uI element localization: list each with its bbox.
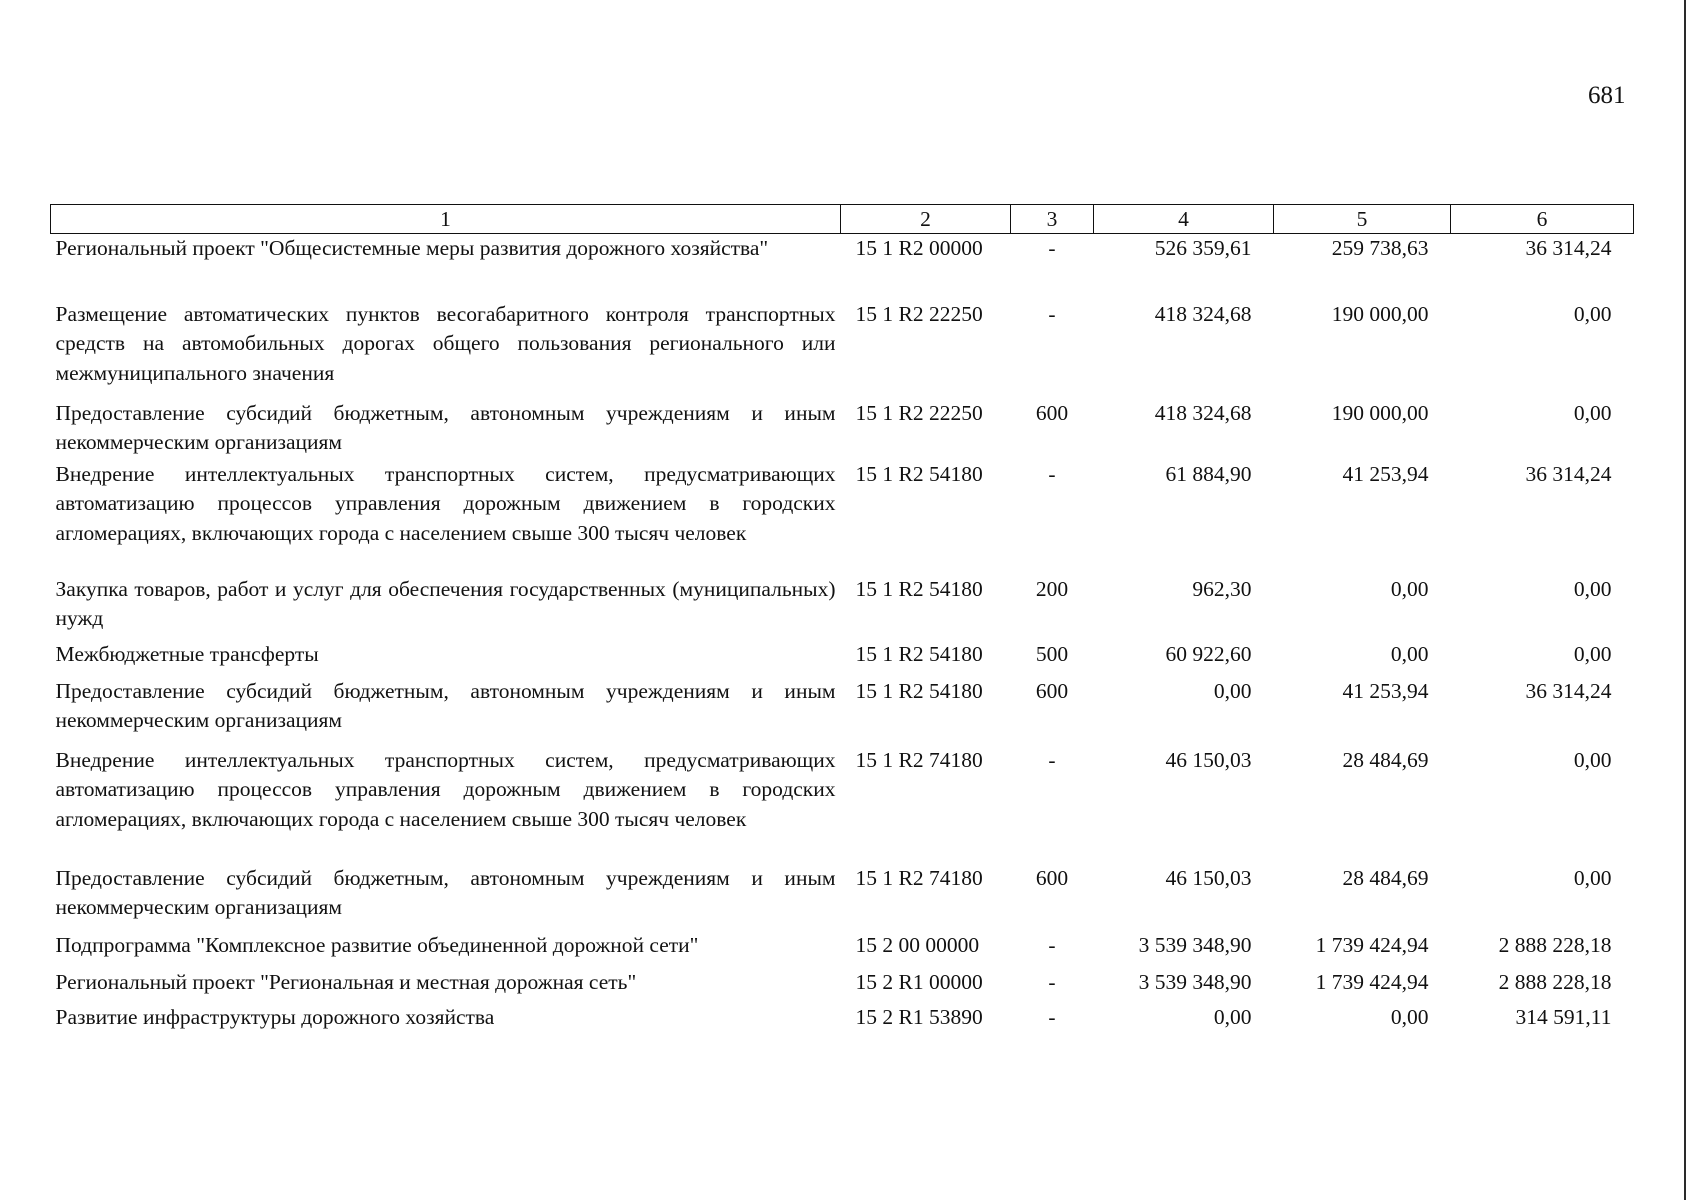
row-expense-type: - [1048, 236, 1056, 260]
row-value-col4: 0,00 [1213, 678, 1252, 703]
row-value-col4: 46 150,03 [1165, 865, 1252, 890]
row-code: 15 2 R1 00000 [855, 969, 983, 994]
row-name: Размещение автоматических пунктов весогабаритного контроля транспортных средств на автомобильных дорогах общего пользования регионального или межмуниципального значения [55, 301, 836, 385]
table-row [51, 460, 1634, 575]
row-value-col6: 0,00 [1573, 301, 1612, 326]
row-value-col6: 0,00 [1573, 400, 1612, 425]
row-name: Межбюджетные трансферты [55, 641, 319, 666]
row-value-col4: 418 324,68 [1154, 301, 1252, 326]
row-code: 15 1 R2 54180 [855, 641, 983, 666]
row-value-col5: 41 253,94 [1342, 678, 1429, 703]
row-name: Закупка товаров, работ и услуг для обеспечения государственных (муниципальных) нужд [55, 576, 836, 630]
table-row [51, 300, 1634, 399]
row-expense-type: - [1048, 461, 1056, 486]
row-value-col5: 0,00 [1390, 1004, 1429, 1029]
row-code: 15 1 R2 00000 [855, 236, 983, 260]
row-value-col5: 41 253,94 [1342, 461, 1429, 486]
scan-edge-line [1684, 0, 1686, 1200]
column-header: 6 [1451, 205, 1634, 234]
table-row [51, 931, 1634, 968]
row-value-col4: 61 884,90 [1165, 461, 1252, 486]
row-expense-type: - [1048, 747, 1056, 772]
row-value-col4: 962,30 [1192, 576, 1252, 601]
table-row [51, 677, 1634, 746]
row-code: 15 1 R2 74180 [855, 865, 983, 890]
column-header: 2 [841, 205, 1011, 234]
row-name: Региональный проект "Общесистемные меры развития дорожного хозяйства" [55, 236, 769, 260]
column-header: 1 [51, 205, 841, 234]
row-value-col4: 3 539 348,90 [1138, 969, 1252, 994]
row-value-col6: 0,00 [1573, 641, 1612, 666]
row-value-col6: 36 314,24 [1525, 678, 1612, 703]
row-value-col4: 526 359,61 [1154, 236, 1252, 260]
row-value-col5: 190 000,00 [1331, 301, 1429, 326]
row-value-col6: 0,00 [1573, 865, 1612, 890]
row-name: Внедрение интеллектуальных транспортных систем, предусматривающих автоматизацию процессов управления дорожным движением в городских агломерациях, включающих города с населением свыше 300 тысяч человек [55, 747, 836, 831]
table-row [51, 968, 1634, 1003]
row-value-col5: 0,00 [1390, 641, 1429, 666]
table-row [51, 234, 1634, 300]
row-code: 15 1 R2 54180 [855, 461, 983, 486]
row-expense-type: - [1048, 969, 1056, 994]
row-name: Подпрограмма "Комплексное развитие объединенной дорожной сети" [55, 932, 699, 957]
row-code: 15 1 R2 54180 [855, 678, 983, 703]
column-header: 3 [1011, 205, 1094, 234]
row-value-col4: 60 922,60 [1165, 641, 1252, 666]
table-row [51, 1003, 1634, 1038]
row-name: Предоставление субсидий бюджетным, автономным учреждениям и иным некоммерческим организациям [55, 865, 836, 919]
row-expense-type: 600 [1035, 678, 1069, 703]
row-value-col5: 1 739 424,94 [1315, 932, 1429, 957]
row-expense-type: 500 [1035, 641, 1069, 666]
row-value-col5: 0,00 [1390, 576, 1429, 601]
row-value-col5: 28 484,69 [1342, 865, 1429, 890]
row-value-col6: 2 888 228,18 [1498, 969, 1612, 994]
row-value-col5: 1 739 424,94 [1315, 969, 1429, 994]
page-number: 681 [1588, 82, 1626, 109]
row-value-col6: 36 314,24 [1525, 236, 1612, 260]
row-code: 15 1 R2 74180 [855, 747, 983, 772]
table-row [51, 864, 1634, 931]
row-expense-type: 200 [1035, 576, 1069, 601]
row-name: Региональный проект "Региональная и местная дорожная сеть" [55, 969, 637, 994]
row-code: 15 1 R2 22250 [855, 301, 983, 326]
table-header-row [51, 205, 1634, 234]
row-value-col6: 36 314,24 [1525, 461, 1612, 486]
row-expense-type: - [1048, 1004, 1056, 1029]
row-value-col5: 28 484,69 [1342, 747, 1429, 772]
table-row [51, 399, 1634, 460]
row-value-col6: 0,00 [1573, 576, 1612, 601]
table-row [51, 640, 1634, 677]
row-code: 15 2 00 00000 [855, 932, 980, 957]
row-value-col4: 3 539 348,90 [1138, 932, 1252, 957]
row-expense-type: 600 [1035, 400, 1069, 425]
row-expense-type: 600 [1035, 865, 1069, 890]
row-value-col4: 46 150,03 [1165, 747, 1252, 772]
column-header: 4 [1094, 205, 1274, 234]
row-name: Развитие инфраструктуры дорожного хозяйства [55, 1004, 495, 1029]
table-row [51, 746, 1634, 864]
row-name: Предоставление субсидий бюджетным, автономным учреждениям и иным некоммерческим организациям [55, 400, 836, 454]
row-value-col5: 259 738,63 [1331, 236, 1429, 260]
row-code: 15 2 R1 53890 [855, 1004, 983, 1029]
row-code: 15 1 R2 22250 [855, 400, 983, 425]
row-value-col6: 2 888 228,18 [1498, 932, 1612, 957]
row-value-col4: 0,00 [1213, 1004, 1252, 1029]
row-name: Внедрение интеллектуальных транспортных систем, предусматривающих автоматизацию процессов управления дорожным движением в городских агломерациях, включающих города с населением свыше 300 тысяч человек [55, 461, 836, 545]
row-code: 15 1 R2 54180 [855, 576, 983, 601]
row-value-col4: 418 324,68 [1154, 400, 1252, 425]
row-expense-type: - [1048, 301, 1056, 326]
row-name: Предоставление субсидий бюджетным, автономным учреждениям и иным некоммерческим организациям [55, 678, 836, 732]
row-value-col6: 314 591,11 [1515, 1004, 1612, 1029]
table-row [51, 575, 1634, 640]
column-header: 5 [1274, 205, 1451, 234]
row-value-col6: 0,00 [1573, 747, 1612, 772]
row-value-col5: 190 000,00 [1331, 400, 1429, 425]
budget-table [50, 204, 1634, 1038]
row-expense-type: - [1048, 932, 1056, 957]
